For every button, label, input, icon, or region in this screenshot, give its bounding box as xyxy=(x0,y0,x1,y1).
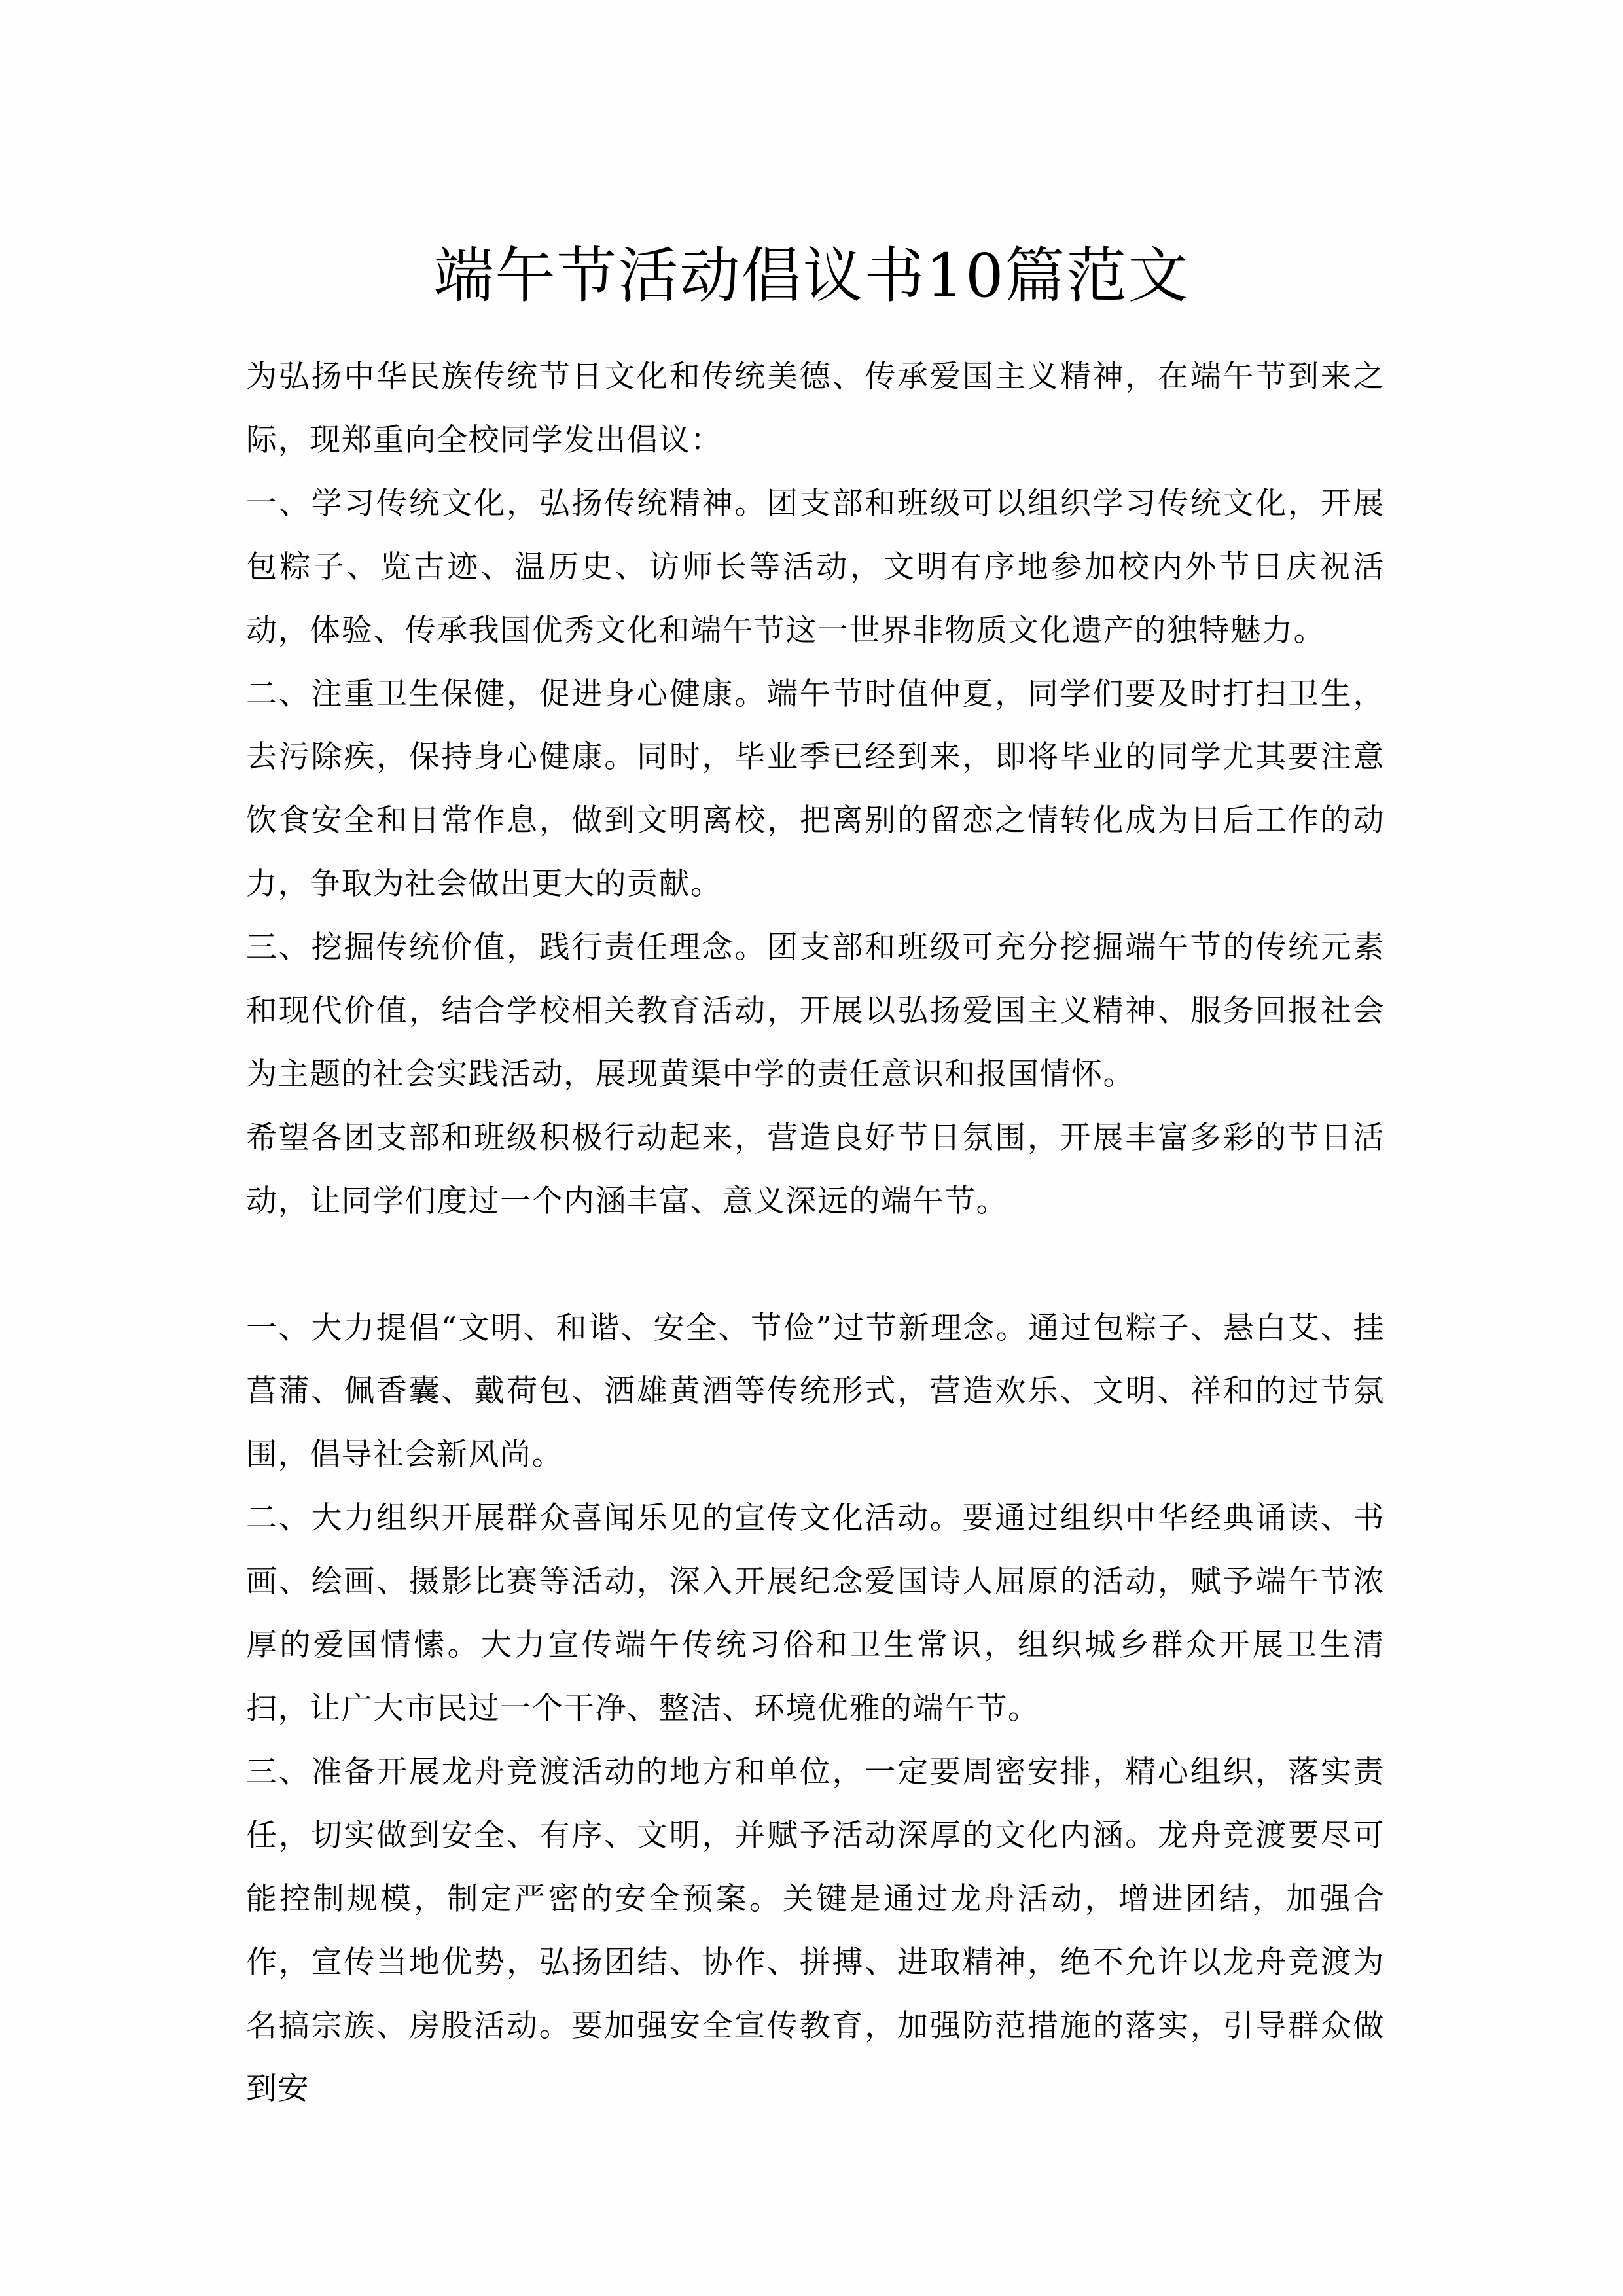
intro-paragraph: 为弘扬中华民族传统节日文化和传统美德、传承爱国主义精神，在端午节到来之际，现郑重向全校同学发出倡议： xyxy=(246,359,1385,458)
proposal-paragraph-2: 二、注重卫生保健，促进身心健康。端午节时值仲夏，同学们要及时打扫卫生，去污除疾，保持身心健康。同时，毕业季已经到来，即将毕业的同学尤其要注意饮食安全和日常作息，做到文明离校，把离别的留恋之情转化成为日后工作的动力，争取为社会做出更大的贡献。 xyxy=(246,675,1385,903)
document-body xyxy=(246,346,1385,2121)
section-1 xyxy=(246,346,1385,1234)
proposal-paragraph-1: 一、学习传统文化，弘扬传统精神。团支部和班级可以组织学习传统文化，开展包粽子、览古迹、温历史、访师长等活动，文明有序地参加校内外节日庆祝活动，体验、传承我国优秀文化和端午节这一世界非物质文化遗产的独特魅力。 xyxy=(246,485,1385,649)
proposal-paragraph-1: 一、大力提倡“文明、和谐、安全、节俭”过节新理念。通过包粽子、悬白艾、挂菖蒲、佩香囊、戴荷包、洒雄黄酒等传统形式，营造欢乐、文明、祥和的过节氛围，倡导社会新风尚。 xyxy=(246,1310,1385,1473)
proposal-paragraph-3: 三、挖掘传统价值，践行责任理念。团支部和班级可充分挖掘端午节的传统元素和现代价值，结合学校相关教育活动，开展以弘扬爱国主义精神、服务回报社会为主题的社会实践活动，展现黄渠中学的责任意识和报国情怀。 xyxy=(246,929,1385,1092)
section-divider-space xyxy=(246,1234,1385,1297)
section-2 xyxy=(246,1297,1385,2122)
proposal-paragraph-2: 二、大力组织开展群众喜闻乐见的宣传文化活动。要通过组织中华经典诵读、书画、绘画、摄影比赛等活动，深入开展纪念爱国诗人屈原的活动，赋予端午节浓厚的爱国情愫。大力宣传端午传统习俗和卫生常识，组织城乡群众开展卫生清扫，让广大市民过一个干净、整洁、环境优雅的端午节。 xyxy=(246,1500,1385,1727)
proposal-paragraph-3: 三、准备开展龙舟竞渡活动的地方和单位，一定要周密安排，精心组织，落实责任，切实做到安全、有序、文明，并赋予活动深厚的文化内涵。龙舟竞渡要尽可能控制规模，制定严密的安全预案。关键是通过龙舟活动，增进团结，加强合作，宣传当地优势，弘扬团结、协作、拼搏、进取精神，绝不允许以龙舟竞渡为名搞宗族、房股活动。要加强安全宣传教育，加强防范措施的落实，引导群众做到安 xyxy=(246,1753,1385,2108)
closing-paragraph: 希望各团支部和班级积极行动起来，营造良好节日氛围，开展丰富多彩的节日活动，让同学们度过一个内涵丰富、意义深远的端午节。 xyxy=(246,1119,1385,1219)
document-title: 端午节活动倡议书10篇范文 xyxy=(433,240,1190,311)
